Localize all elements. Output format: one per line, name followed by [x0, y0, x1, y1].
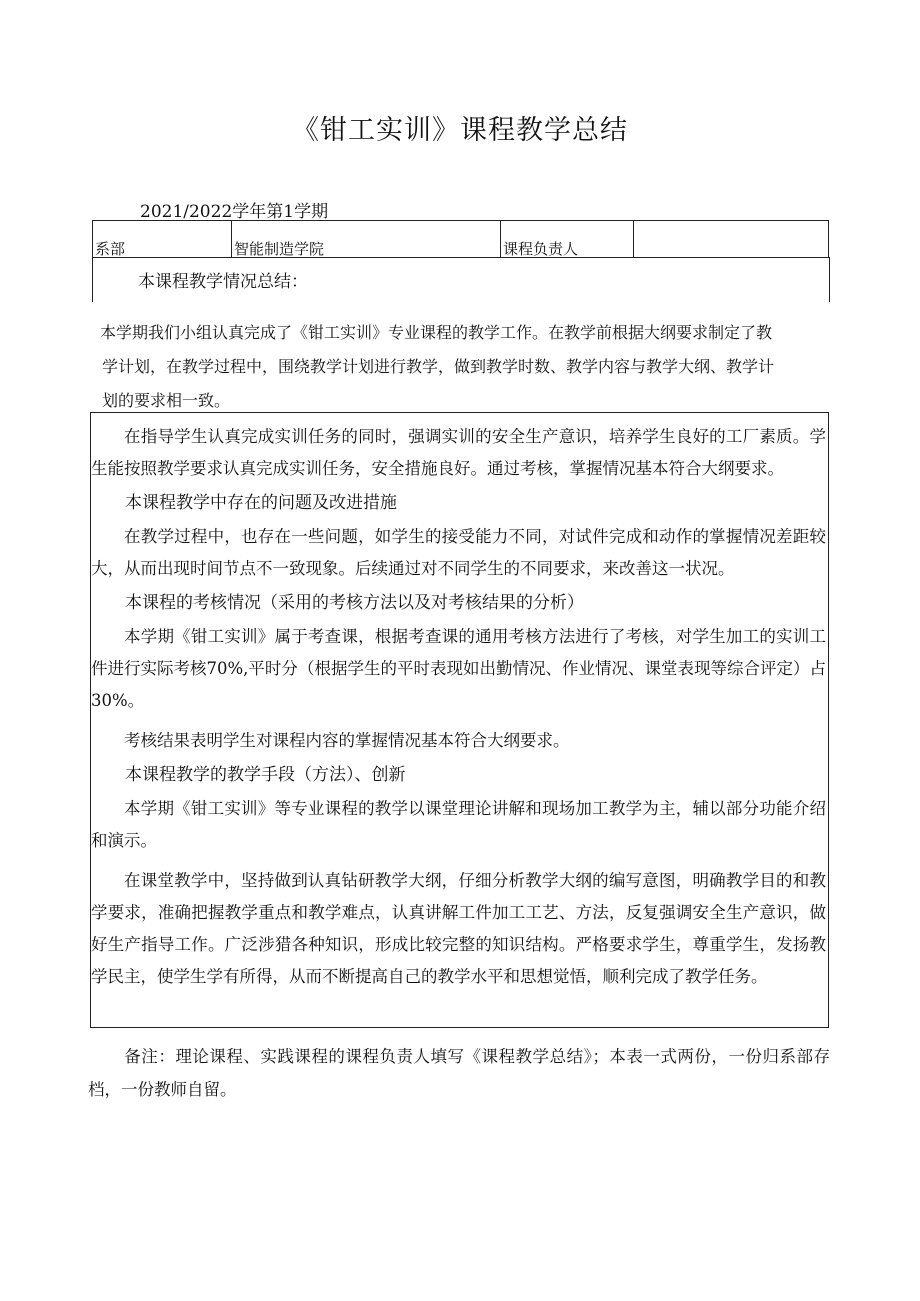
heading-problems: 本课程教学中存在的问题及改进措施: [125, 493, 397, 513]
intro-line: 本学期我们小组认真完成了《钳工实训》专业课程的教学工作。在教学前根据大纲要求制定了教: [100, 323, 773, 342]
academic-term: 2021/2022学年第1学期: [140, 202, 329, 222]
paragraph-assessment-result: 考核结果表明学生对课程内容的掌握情况基本符合大纲要求。: [124, 731, 570, 750]
summary-content: [91, 421, 830, 993]
summary-box: [90, 412, 829, 1028]
paragraph-safety: 在指导学生认真完成实训任务的同时，强调实训的安全生产意识，培养学生良好的工厂素质。学生能按照教学要求认真完成实训任务，安全措施良好。通过考核，掌握情况基本符合大纲要求。: [91, 427, 826, 478]
footnote: 备注：理论课程、实践课程的课程负责人填写《课程教学总结》；本表一式两份，一份归系部存档，一份教师自留。: [88, 1047, 830, 1099]
dept-value: 智能制造学院: [234, 240, 325, 258]
paragraph-problems: 在教学过程中，也存在一些问题，如学生的接受能力不同，对试件完成和动作的掌握情况差距较大，从而出现时间节点不一致现象。后续通过对不同学生的不同要求，来改善这一状况。: [91, 527, 826, 578]
owner-label: 课程负责人: [503, 240, 579, 258]
intro-line: 学计划，在教学过程中，围绕教学计划进行教学，做到教学时数、教学内容与教学大纲、教学计: [102, 357, 775, 376]
heading-assessment: 本课程的考核情况（采用的考核方法以及对考核结果的分析）: [125, 593, 584, 613]
intro-line: 划的要求相一致。: [102, 391, 231, 410]
document-title: 《钳工实训》课程教学总结: [292, 115, 628, 146]
summary-cell: [92, 257, 830, 302]
dept-value-cell: [232, 221, 501, 258]
header-table: [92, 220, 829, 258]
paragraph-methods: 本学期《钳工实训》等专业课程的教学以课堂理论讲解和现场加工教学为主，辅以部分功能介绍和演示。: [91, 799, 826, 850]
paragraph-assessment: 本学期《钳工实训》属于考查课，根据考查课的通用考核方法进行了考核，对学生加工的实训工件进行实际考核70%,平时分（根据学生的平时表现如出勤情况、作业情况、课堂表现等综合评定）占30%。: [91, 627, 826, 710]
owner-value-cell: [634, 221, 829, 258]
owner-label-cell: [501, 221, 634, 258]
heading-methods: 本课程教学的教学手段（方法）、创新: [125, 765, 406, 785]
paragraph-teaching: 在课堂教学中，坚持做到认真钻研教学大纲，仔细分析教学大纲的编写意图，明确教学目的和教学要求，准确把握教学重点和教学难点，认真讲解工件加工工艺、方法，反复强调安全生产意识，做好生产指导工作。广泛涉猎各种知识，形成比较完整的知识结构。严格要求学生，尊重学生，发扬教学民主，使学生学有所得，从而不断提高自己的教学水平和思想觉悟，顺利完成了教学任务。: [91, 871, 826, 986]
dept-label-cell: [93, 221, 232, 258]
dept-label: 系部: [95, 240, 126, 258]
intro-paragraph: [100, 316, 830, 418]
summary-label: 本课程教学情况总结：: [138, 272, 308, 292]
